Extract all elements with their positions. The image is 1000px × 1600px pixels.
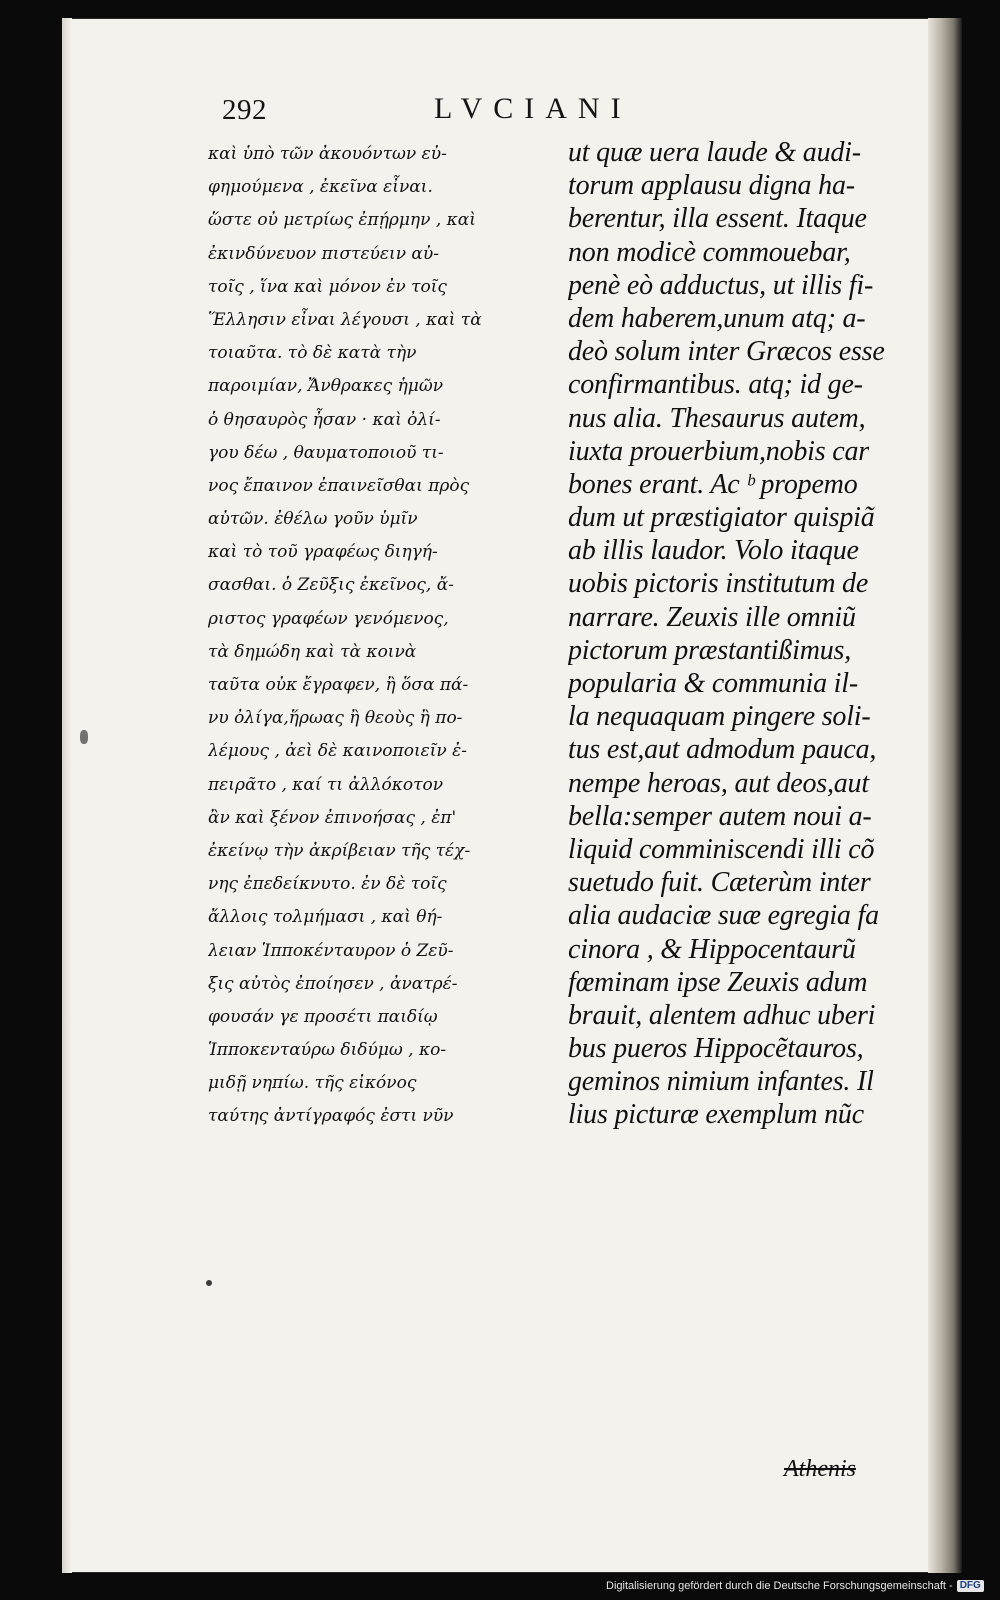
margin-mark	[80, 730, 88, 744]
latin-text-line: nempe heroas, aut deos,aut	[568, 767, 869, 799]
ink-speck	[206, 1280, 212, 1286]
greek-text-column	[208, 138, 538, 1134]
greek-text-line: λειαν Ἱπποκένταυρον ὁ Ζεῦ-	[208, 940, 454, 961]
latin-text-line: nus alia. Thesaurus autem,	[568, 402, 866, 434]
latin-text-line: brauit, alentem adhuc uberi	[568, 999, 876, 1031]
latin-text-line: penè eò adductus, ut illis fi-	[568, 269, 874, 301]
credit-text: Digitalisierung gefördert durch die Deutsche Forschungsgemeinschaft -	[606, 1580, 953, 1592]
latin-text-line: torum applausu digna ha-	[568, 170, 855, 202]
greek-text-line: ἐκινδύνευον πιστεύειν αὐ-	[208, 243, 439, 264]
latin-text-line: dum ut præstigiator quispiã	[568, 502, 875, 534]
greek-text-line: τοῖς , ἵνα καὶ μόνον ἐν τοῖς	[208, 276, 447, 297]
latin-text-line: pictorum præstantißimus,	[568, 634, 852, 666]
latin-text-line: fœminam ipse Zeuxis adum	[568, 966, 868, 998]
greek-text-line: καὶ ὑπὸ τῶν ἀκουόντων εὐ-	[208, 144, 447, 164]
latin-text-line: iuxta prouerbium,nobis car	[568, 435, 869, 467]
latin-text-line: bus pueros Hippocẽtauros,	[568, 1033, 864, 1065]
latin-text-line: narrare. Zeuxis ille omniũ	[568, 601, 856, 633]
latin-text-line: dem haberem,unum atq; a-	[568, 302, 866, 334]
greek-text-line: φημούμενα , ἐκεῖνα εἶναι.	[208, 177, 433, 198]
catchword: Athenis	[784, 1456, 856, 1482]
greek-text-line: πειρᾶτο , καί τι ἀλλόκοτον	[208, 774, 444, 795]
greek-text-line: τὰ δημώδη καὶ τὰ κοινὰ	[208, 641, 417, 662]
latin-text-line: popularia & communia il-	[568, 668, 858, 699]
latin-text-line: uobis pictoris institutum de	[568, 568, 869, 600]
greek-text-line: ξις αὐτὸς ἐποίησεν , ἀνατρέ-	[208, 973, 458, 994]
page-number: 292	[222, 94, 267, 126]
greek-text-line: Ἕλλησιν εἶναι λέγουσι , καὶ τὰ	[208, 309, 482, 330]
latin-text-line: tus est,aut admodum pauca,	[568, 734, 877, 766]
greek-text-line: ριστος γραφέων γενόμενος,	[208, 608, 449, 629]
dfg-logo: DFG	[957, 1580, 984, 1592]
greek-text-line: ταύτης ἀντίγραφός ἐστι νῦν	[208, 1106, 454, 1127]
greek-text-line: ἐκείνῳ τὴν ἀκρίβειαν τῆς τέχ-	[208, 840, 471, 861]
latin-text-line: bones erant. Ac ᵇ propemo	[568, 468, 858, 500]
latin-text-line: bella:semper autem noui a-	[568, 800, 872, 832]
latin-text-line: cinora , & Hippocentaurũ	[568, 933, 856, 965]
greek-text-line: μιδῇ νηπίω. τῆς εἰκόνος	[208, 1073, 417, 1094]
greek-text-line: ὁ θησαυρὸς ἦσαν · καὶ ὀλί-	[208, 409, 441, 430]
greek-text-line: παροιμίαν, Ἄνθρακες ἡμῶν	[208, 376, 444, 397]
greek-text-line: νης ἐπεδείκνυτο. ἐν δὲ τοῖς	[208, 874, 447, 895]
page-header	[222, 92, 782, 132]
digitization-credit	[606, 1580, 984, 1592]
page-gutter-shadow	[928, 18, 962, 1573]
latin-text-line: non modicè commouebar,	[568, 236, 851, 268]
page-edge-left	[62, 18, 72, 1573]
greek-text-line: γου δέω , θαυματοποιοῦ τι-	[208, 442, 444, 463]
latin-text-line: lius picturæ exemplum nũc	[568, 1099, 864, 1131]
greek-text-line: ἄλλοις τολμήμασι , καὶ θή-	[208, 907, 443, 928]
latin-text-line: la nequaquam pingere soli-	[568, 701, 871, 733]
latin-text-line: suetudo fuit. Cæterùm inter	[568, 867, 871, 899]
greek-text-line: ὥστε οὐ μετρίως ἐπῄρμην , καὶ	[208, 210, 476, 231]
running-title: LVCIANI	[434, 92, 632, 125]
latin-text-line: geminos nimium infantes. Il	[568, 1066, 874, 1098]
greek-text-line: λέμους , ἀεὶ δὲ καινοποιεῖν ἐ-	[208, 741, 468, 762]
latin-text-line: deò solum inter Græcos esse	[568, 336, 885, 368]
greek-text-line: νυ ὀλίγα,ἥρωας ἢ θεοὺς ἢ πο-	[208, 708, 463, 729]
greek-text-line: νος ἔπαινον ἐπαινεῖσθαι πρὸς	[208, 475, 470, 496]
greek-text-line: σασθαι. ὁ Ζεῦξις ἐκεῖνος, ἄ-	[208, 575, 454, 596]
latin-text-line: confirmantibus. atq; id ge-	[568, 369, 863, 401]
greek-text-line: καὶ τὸ τοῦ γραφέως διηγή-	[208, 542, 438, 563]
latin-text-line: ut quæ uera laude & audi-	[568, 137, 861, 168]
latin-text-line: berentur, illa essent. Itaque	[568, 203, 867, 235]
greek-text-line: τοιαῦτα. τὸ δὲ κατὰ τὴν	[208, 343, 417, 364]
latin-text-line: ab illis laudor. Volo itaque	[568, 535, 859, 567]
latin-text-line: alia audaciæ suæ egregia fa	[568, 900, 879, 932]
greek-text-line: Ἱπποκενταύρω διδύμω , κο-	[208, 1040, 447, 1061]
greek-text-line: ταῦτα οὐκ ἔγραφεν, ἢ ὅσα πά-	[208, 675, 469, 695]
latin-text-line: liquid comminiscendi illi cõ	[568, 833, 875, 865]
greek-text-line: αὐτῶν. ἐθέλω γοῦν ὑμῖν	[208, 509, 418, 530]
greek-text-line: ἂν καὶ ξένον ἐπινοήσας , ἐπ'	[208, 807, 457, 828]
latin-text-column	[568, 136, 898, 1132]
greek-text-line: φουσάν γε προσέτι παιδίῳ	[208, 1006, 438, 1027]
